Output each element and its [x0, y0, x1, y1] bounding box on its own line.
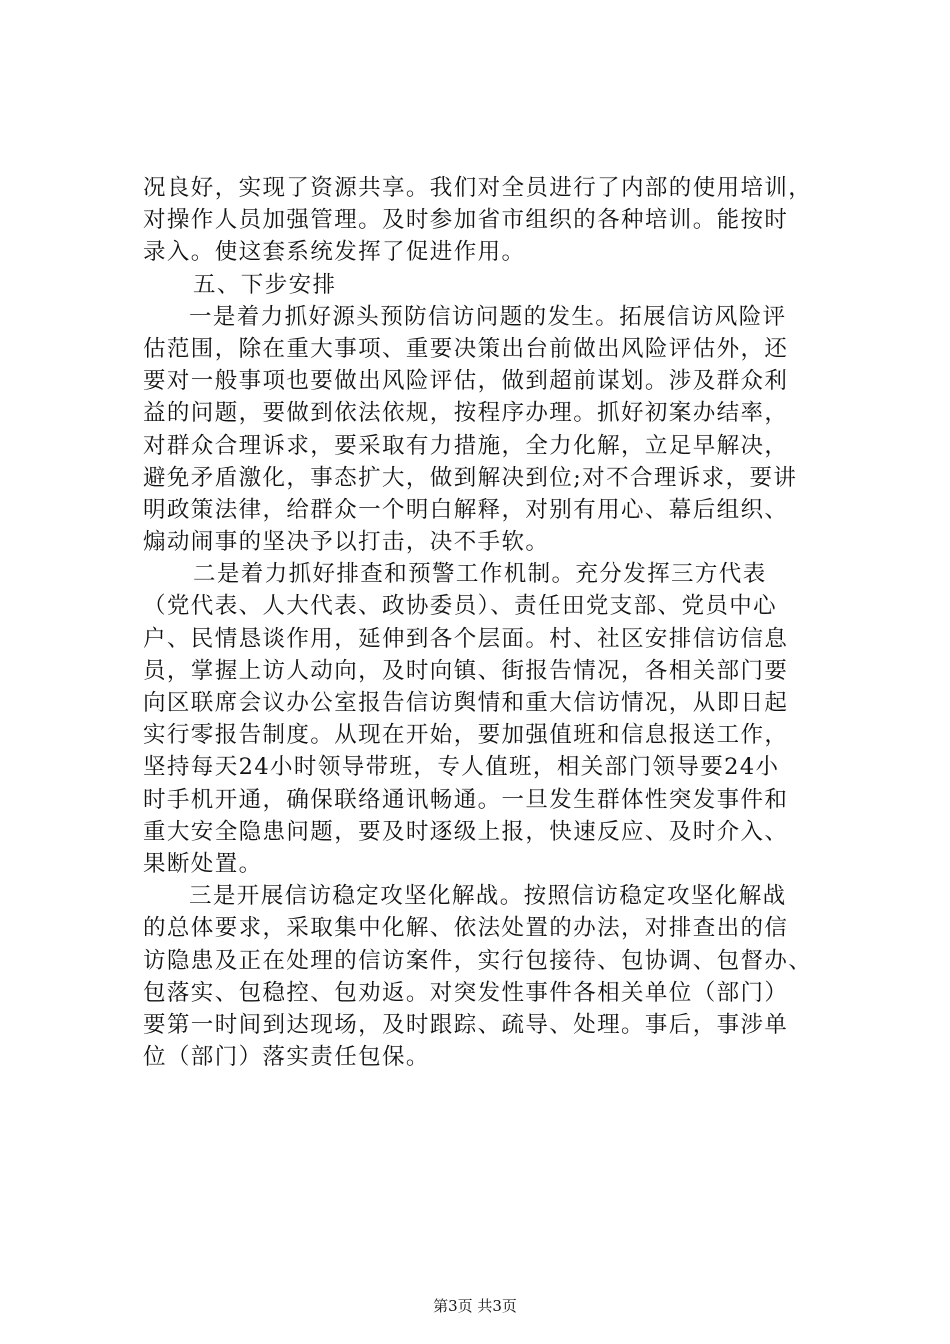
text-line: 坚持每天24小时领导带班，专人值班，相关部门领导要24小	[143, 754, 780, 781]
paragraph-start-line: 二是着力抓好排查和预警工作机制。充分发挥三方代表	[193, 561, 767, 588]
text-line: 向区联席会议办公室报告信访舆情和重大信访情况，从即日起	[143, 690, 789, 716]
text-line: 煽动闹事的坚决予以打击，决不手软。	[143, 529, 550, 556]
text-line: 益的问题，要做到依法依规，按程序办理。抓好初案办结率，	[143, 400, 789, 427]
text-line: 包落实、包稳控、包劝返。对突发性事件各相关单位（部门）	[143, 979, 789, 1006]
text-line: 明政策法律，给群众一个明白解释，对别有用心、幕后组织、	[143, 496, 789, 523]
text-line: 避免矛盾激化，事态扩大，做到解决到位;对不合理诉求，要讲	[143, 464, 798, 491]
text-line: 对群众合理诉求，要采取有力措施，全力化解，立足早解决，	[143, 432, 789, 459]
text-line: 录入。使这套系统发挥了促进作用。	[143, 239, 526, 266]
text-line: 的总体要求，采取集中化解、依法处置的办法，对排查出的信	[143, 915, 789, 942]
section-heading: 五、下步安排	[193, 271, 337, 298]
text-line: 估范围，除在重大事项、重要决策出台前做出风险评估外，还	[143, 335, 789, 362]
text-line: 访隐患及正在处理的信访案件，实行包接待、包协调、包督办、	[143, 947, 813, 974]
text-line: 户、民情恳谈作用，延伸到各个层面。村、社区安排信访信息	[143, 625, 789, 652]
text-line: 果断处置。	[143, 850, 263, 877]
text-line: 要第一时间到达现场，及时跟踪、疏导、处理。事后，事涉单	[143, 1011, 789, 1038]
text-line: 要对一般事项也要做出风险评估，做到超前谋划。涉及群众利	[143, 368, 789, 395]
text-line: 员，掌握上访人动向，及时向镇、街报告情况，各相关部门要	[143, 657, 789, 684]
page-number-label: 第3页 共3页	[433, 1297, 517, 1315]
text-line: （党代表、人大代表、政协委员）、责任田党支部、党员中心	[143, 593, 778, 620]
text-line: 时手机开通，确保联络通讯畅通。一旦发生群体性突发事件和	[143, 786, 789, 813]
page-footer	[0, 1296, 950, 1316]
body-text	[143, 172, 823, 1073]
text-line: 位（部门）落实责任包保。	[143, 1044, 430, 1071]
paragraph-start-line: 一是着力抓好源头预防信访问题的发生。拓展信访风险评	[189, 303, 787, 330]
text-line: 况良好，实现了资源共享。我们对全员进行了内部的使用培训，	[143, 175, 813, 201]
text-line: 实行零报告制度。从现在开始，要加强值班和信息报送工作，	[143, 722, 789, 749]
text-line: 对操作人员加强管理。及时参加省市组织的各种培训。能按时	[143, 207, 789, 234]
paragraph-start-line: 三是开展信访稳定攻坚化解战。按照信访稳定攻坚化解战	[189, 883, 787, 910]
text-line: 重大安全隐患问题，要及时逐级上报，快速反应、及时介入、	[143, 818, 789, 845]
